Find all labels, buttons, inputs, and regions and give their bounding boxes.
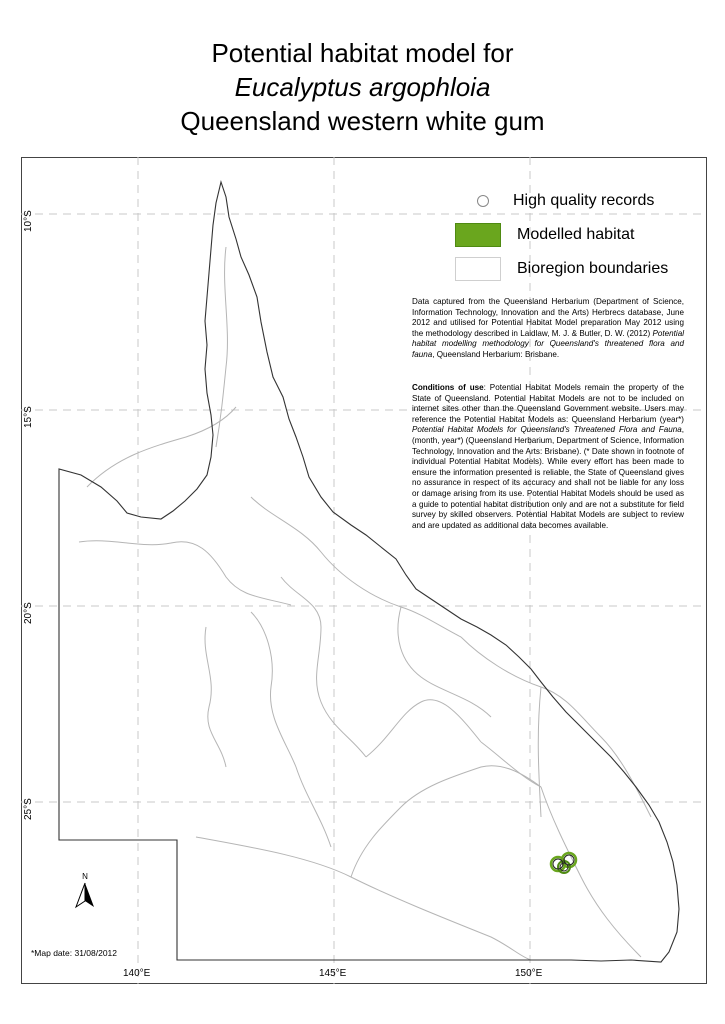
bioregion-boundary [366,700,481,757]
data-source-note [412,297,684,361]
legend-label: Bioregion boundaries [517,260,669,277]
note-text: Data captured from the Queensland Herbarium (Department of Science, Information Technology, Innovation and the Arts) Herbrecs database, June 2012 and utilised for Potential Habitat Model preparation May 2012 using the methodology described in Laidlaw, M. J. & Butler, D. W. (2012) [412,297,684,338]
note-text: : Potential Habitat Models remain the property of the State of Queensland. Potential Habitat Models are not to be included on internet sites other than the Queensland Government website. Users may reference the Potential Habitat Models as: Queensland Herbarium (year*) [412,383,685,424]
bioregion-swatch-icon [455,257,501,281]
record-cluster [551,853,576,873]
bioregion-boundary [205,627,226,767]
bioregion-boundary [87,407,236,487]
bioregion-boundary [398,607,491,717]
bioregion-boundary [251,612,331,847]
lon-label-140: 140°E [123,968,151,979]
bioregion-boundary [196,837,531,960]
bioregion-boundary [79,541,291,605]
bioregion-boundary [281,577,366,757]
legend-item-habitat [455,222,634,248]
bioregion-boundary [461,637,651,817]
conditions-of-use [412,383,684,531]
note-citation: Potential habitat modelling methodology for Queensland's threatened flora and fauna [412,328,684,359]
legend-label: High quality records [513,192,655,209]
map-title-line-1: Potential habitat model for [211,38,514,68]
lat-label-20: 20°S [23,602,34,624]
note-text: , Queensland Herbarium: Brisbane. [432,349,560,359]
north-arrow-icon [74,881,96,909]
conditions-heading: Conditions of use [412,383,484,392]
map-date: *Map date: 31/08/2012 [31,948,118,958]
note-text: , (month, year*) (Queensland Herbarium, Department of Science, Information Technology, Innovation and the Arts: Brisbane). (* Date shown in footnote of individual Potential Habitat Models). While every effort has been made to ensure the information presented is reliable, the State of Queensland gives no assurance in respect of its accuracy and shall not be liable for any loss or damage arising from its use. Potential Habitat Models should be used as a guide to potential habitat distribution only and are not a substitute for field survey by skilled observers. Potential Habitat Models are subject to review and are updated as additional data becomes available. [412,425,684,530]
legend-item-records [455,188,654,214]
legend-item-bioregion [455,256,668,282]
common-name: Queensland western white gum [180,106,545,136]
lat-label-25: 25°S [23,798,34,820]
species-name: Eucalyptus argophloia [234,72,491,102]
habitat-swatch-icon [455,223,501,247]
north-label: N [82,872,88,881]
bioregion-boundary [351,766,541,877]
lon-label-145: 145°E [319,968,347,979]
lon-label-150: 150°E [515,968,543,979]
note-citation: Potential Habitat Models for Queensland's Threatened Flora and Fauna [412,425,682,435]
north-arrow [74,872,96,914]
lat-label-10: 10°S [23,210,34,232]
record-circle-icon [477,195,489,207]
lat-label-15: 15°S [23,406,34,428]
legend-label: Modelled habitat [517,226,635,243]
bioregion-boundary [538,687,541,817]
